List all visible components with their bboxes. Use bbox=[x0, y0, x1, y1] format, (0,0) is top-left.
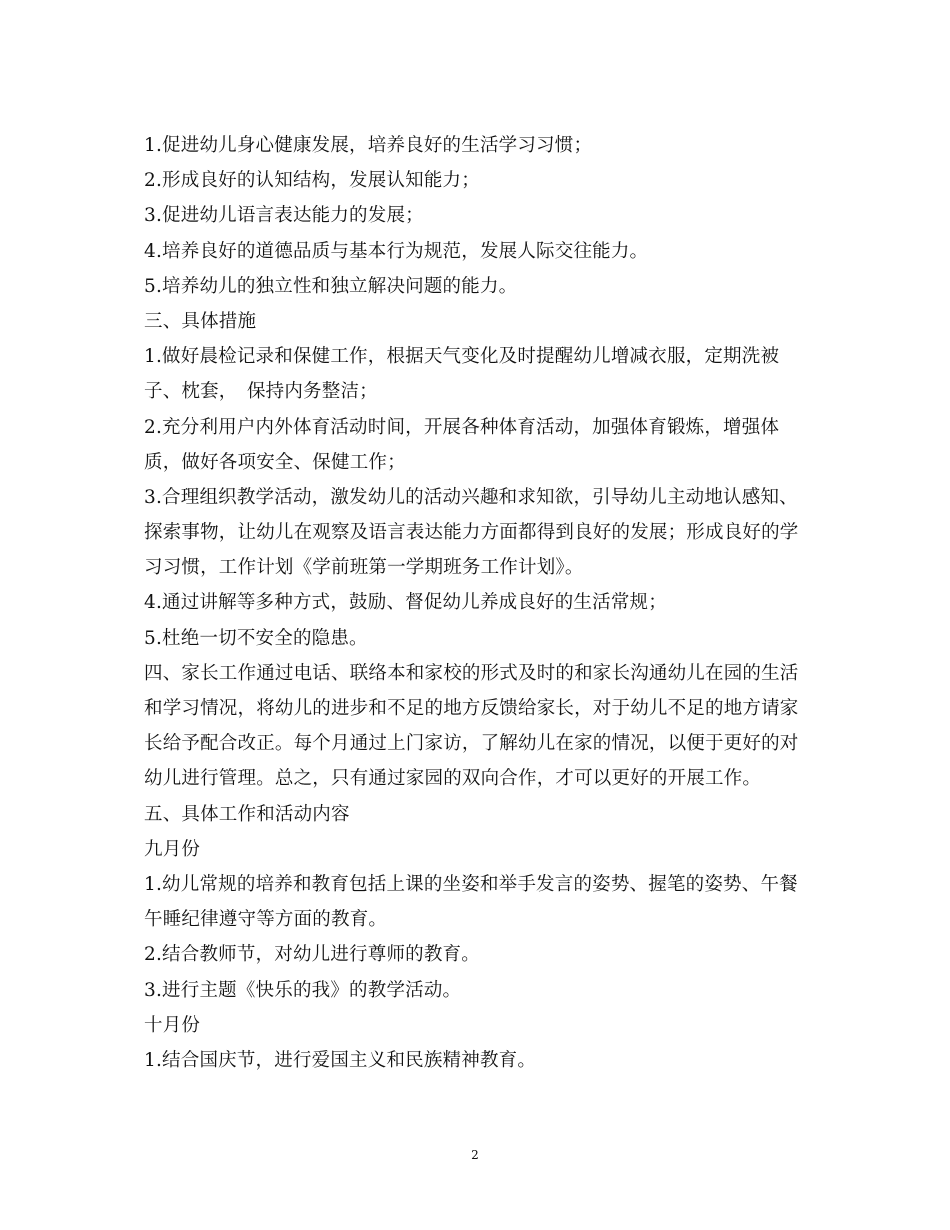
section-heading: 五、具体工作和活动内容 bbox=[144, 803, 350, 825]
text-line: 1.促进幼儿身心健康发展，培养良好的生活学习习惯； bbox=[144, 135, 593, 156]
text-line: 4.通过讲解等多种方式，鼓励、督促幼儿养成良好的生活常规； bbox=[144, 592, 667, 614]
text-line: 2.形成良好的认知结构，发展认知能力； bbox=[144, 170, 480, 192]
text-line: 午睡纪律遵守等方面的教育。 bbox=[144, 909, 388, 931]
text-line: 1.幼儿常规的培养和教育包括上课的坐姿和举手发言的姿势、握笔的姿势、午餐 bbox=[144, 873, 798, 895]
text-line: 质，做好各项安全、保健工作； bbox=[144, 451, 406, 473]
text-line: 3.促进幼儿语言表达能力的发展； bbox=[144, 205, 424, 227]
text-line: 3.进行主题《快乐的我》的教学活动。 bbox=[144, 979, 462, 1001]
section-heading: 三、具体措施 bbox=[144, 310, 257, 332]
text-line: 4.培养良好的道德品质与基本行为规范，发展人际交往能力。 bbox=[144, 240, 649, 262]
text-line: 2.结合教师节，对幼儿进行尊师的教育。 bbox=[144, 944, 480, 966]
text-line: 2.充分利用户内外体育活动时间，开展各种体育活动，加强体育锻炼，增强体 bbox=[144, 416, 780, 438]
text-line: 3.合理组织教学活动，激发幼儿的活动兴趣和求知欲，引导幼儿主动地认感知、 bbox=[144, 486, 798, 508]
text-line: 幼儿进行管理。总之，只有通过家园的双向合作，才可以更好的开展工作。 bbox=[144, 768, 762, 790]
text-line: 1.做好晨检记录和保健工作，根据天气变化及时提醒幼儿增减衣服，定期洗被 bbox=[144, 346, 780, 368]
text-line: 探索事物，让幼儿在观察及语言表达能力方面都得到良好的发展；形成良好的学 bbox=[144, 522, 799, 544]
month-heading: 九月份 bbox=[144, 838, 201, 860]
text-line: 长给予配合改正。每个月通过上门家访，了解幼儿在家的情况，以便于更好的对 bbox=[144, 733, 799, 755]
document-body bbox=[144, 128, 814, 1078]
text-line: 习习惯，工作计划《学前班第一学期班务工作计划》。 bbox=[144, 557, 584, 579]
month-heading: 十月份 bbox=[144, 1014, 201, 1036]
text-line: 5.杜绝一切不安全的隐患。 bbox=[144, 627, 368, 649]
text-line: 5.培养幼儿的独立性和独立解决问题的能力。 bbox=[144, 275, 518, 297]
text-line: 和学习情况，将幼儿的进步和不足的地方反馈给家长，对于幼儿不足的地方请家 bbox=[144, 698, 799, 719]
text-line: 子、枕套， 保持内务整洁； bbox=[144, 381, 378, 403]
page-number: 2 bbox=[471, 1148, 479, 1162]
text-line: 1.结合国庆节，进行爱国主义和民族精神教育。 bbox=[144, 1049, 537, 1071]
section-heading: 四、家长工作通过电话、联络本和家校的形式及时的和家长沟通幼儿在园的生活 bbox=[144, 662, 799, 684]
